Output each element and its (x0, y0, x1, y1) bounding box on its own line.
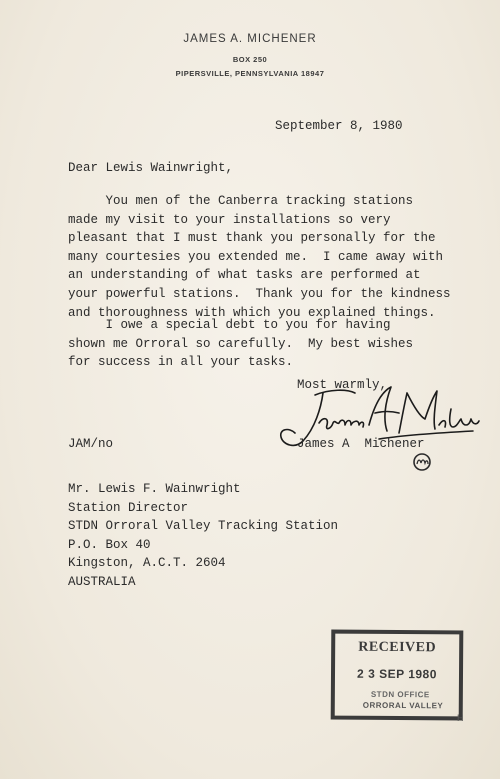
letter-closing: Most warmly, (297, 378, 388, 392)
letter-date: September 8, 1980 (275, 119, 403, 133)
letter-paragraph-2: I owe a special debt to you for having shown me Orroral so carefully. My best wishes for success in all your tasks. (68, 318, 414, 370)
typed-signature-name: James A Michener (297, 437, 425, 451)
letter-salutation: Dear Lewis Wainwright, (68, 161, 234, 175)
recipient-address: Mr. Lewis F. Wainwright Station Director STDN Orroral Valley Tracking Station P.O. Box 40 Kingston, A.C.T. 2604 AUSTRALIA (68, 482, 339, 589)
corner-mark: H (457, 713, 464, 723)
stamp-label: RECEIVED (358, 639, 437, 656)
stamp-date: 2 3 SEP 1980 (357, 666, 437, 682)
letterhead-name: JAMES A. MICHENER (183, 33, 317, 45)
letter-paragraph-1: You men of the Canberra tracking stations made my visit to your installations so very pleasant that I must thank you personally for the many courtesies you extended me. I came away with an understanding of what tasks are performed at your powerful stations. Thank you for the kindness and thoroughness with which you explained things. (68, 194, 451, 320)
letterhead-box: BOX 250 (232, 55, 268, 64)
letterhead-city: PIPERSVILLE, PENNSYLVANIA 18947 (175, 69, 325, 78)
typist-initials: JAM/no (68, 437, 114, 451)
received-stamp (331, 630, 464, 721)
seal-mark-icon (412, 452, 432, 472)
stamp-line-1: STDN OFFICE (370, 689, 430, 700)
stamp-line-2: ORRORAL VALLEY (362, 700, 444, 711)
